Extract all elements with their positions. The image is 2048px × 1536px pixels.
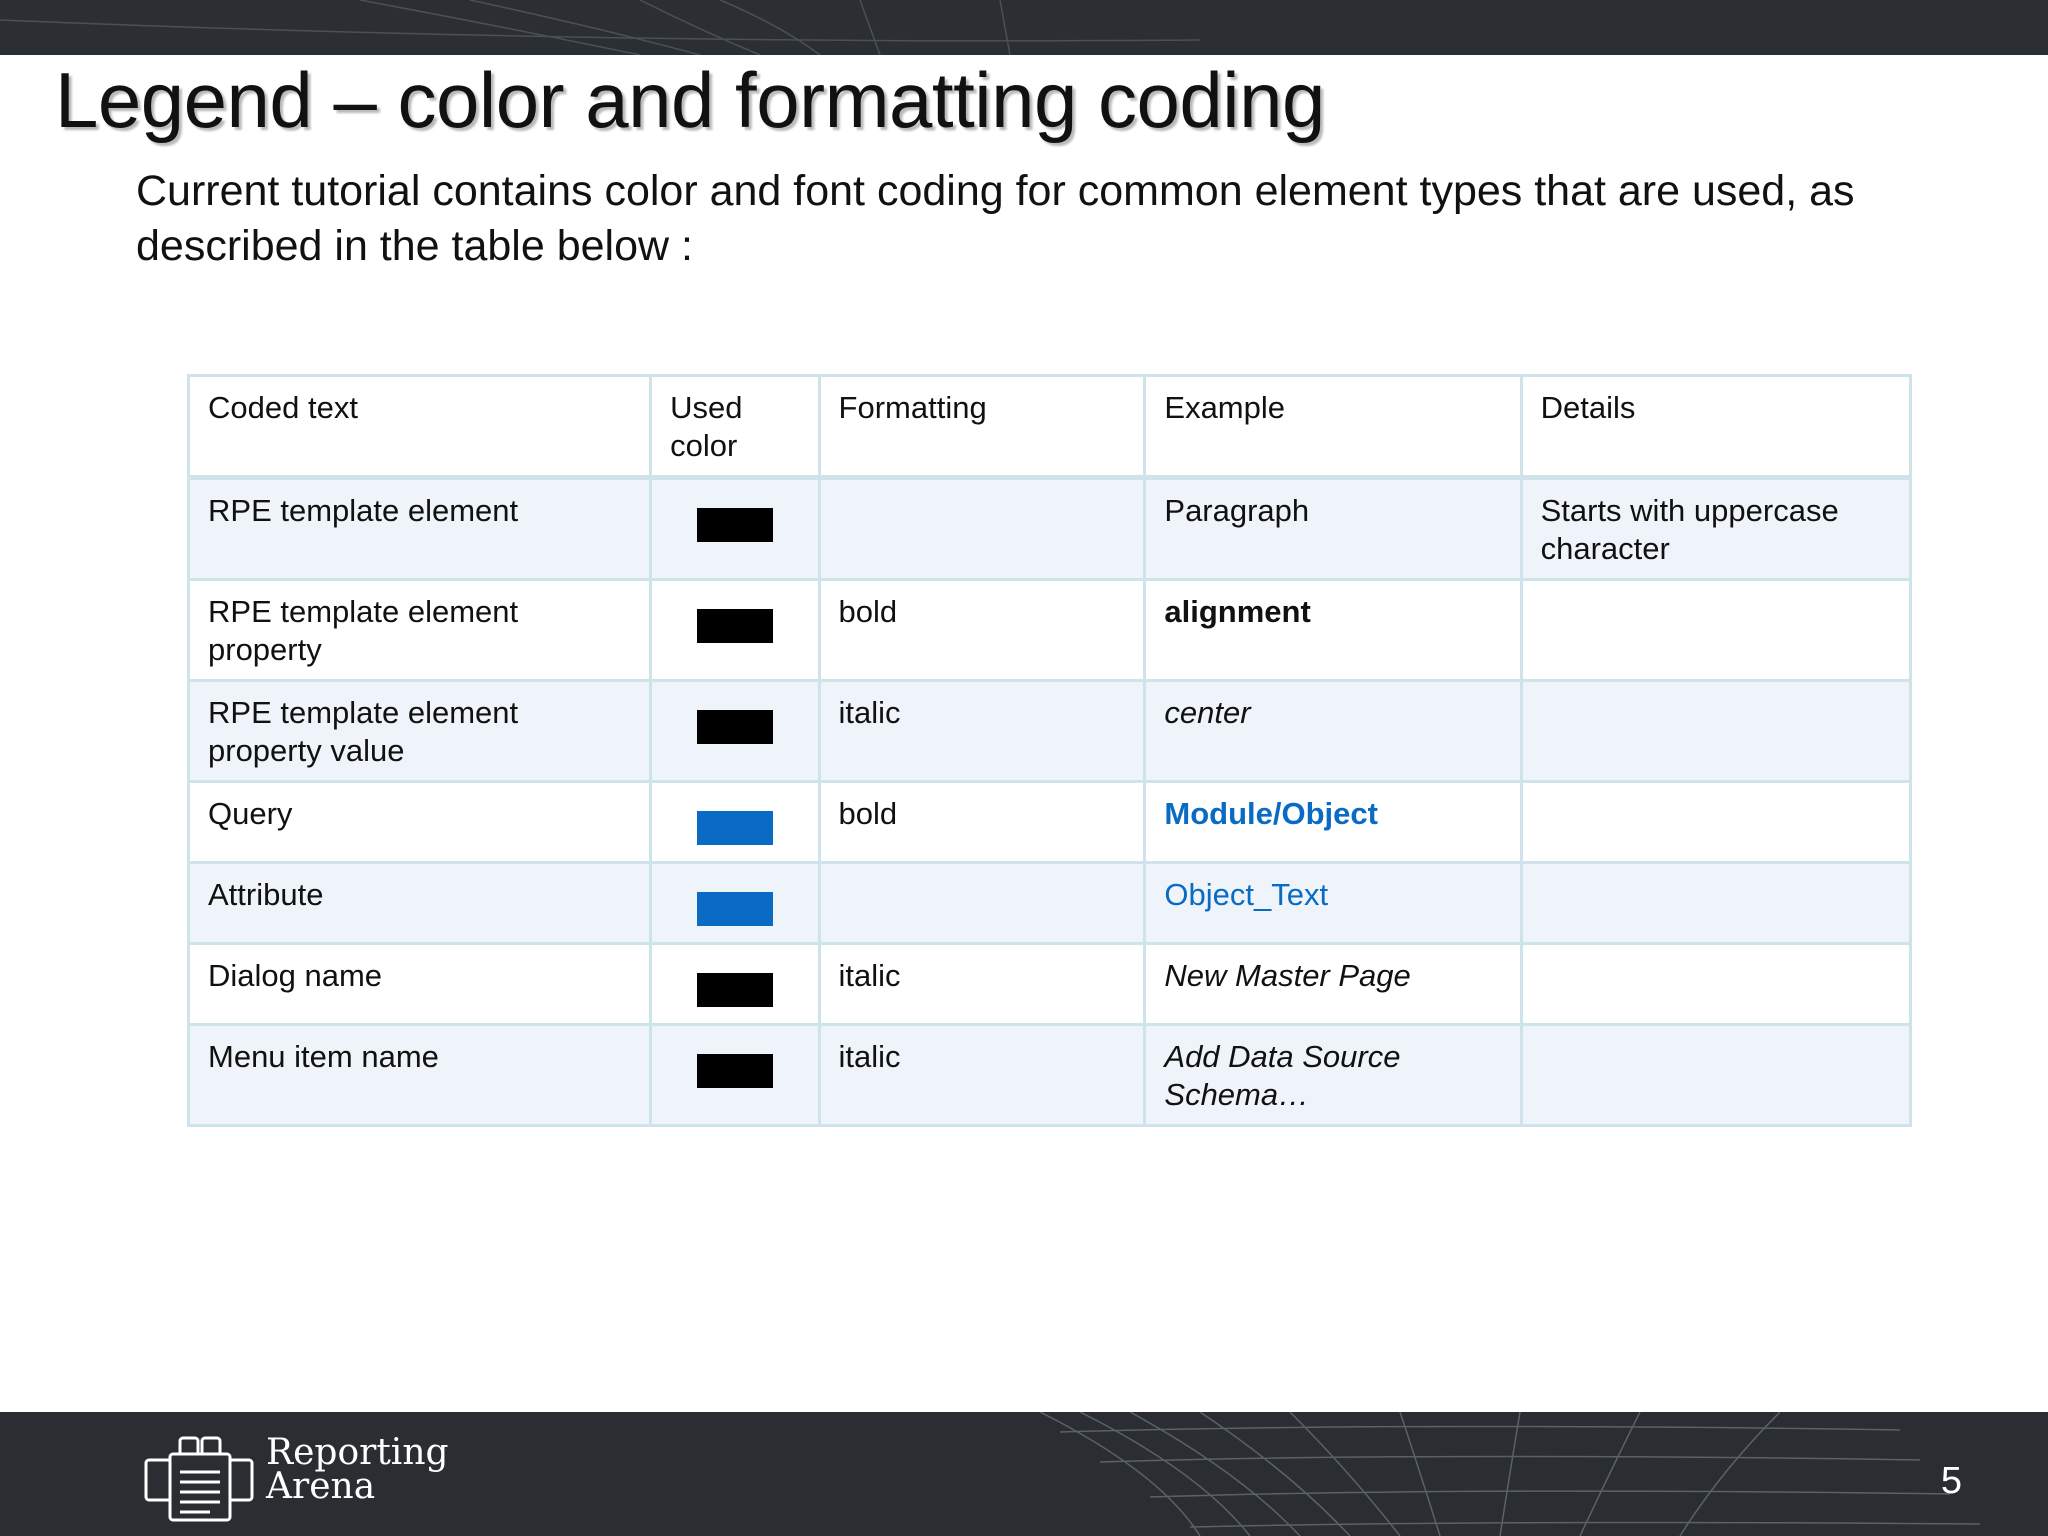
table-header-row: [189, 376, 1911, 478]
color-cell: [651, 580, 819, 681]
color-swatch: [697, 973, 773, 1007]
table-row: [189, 782, 1911, 863]
formatting-cell: italic: [819, 681, 1145, 782]
example-cell: Add Data Source Schema…: [1145, 1025, 1521, 1126]
color-swatch: [697, 1054, 773, 1088]
color-swatch: [697, 710, 773, 744]
coded-text-cell: Dialog name: [189, 944, 651, 1025]
color-cell: [651, 944, 819, 1025]
details-cell: [1521, 944, 1910, 1025]
legend-table: [187, 374, 1912, 1127]
document-stack-icon: [140, 1434, 260, 1524]
color-swatch: [697, 508, 773, 542]
color-swatch: [697, 609, 773, 643]
details-cell: [1521, 863, 1910, 944]
table-row: [189, 478, 1911, 580]
coded-text-cell: Attribute: [189, 863, 651, 944]
table-row: [189, 944, 1911, 1025]
logo-line-2: Arena: [266, 1466, 376, 1507]
header-formatting: Formatting: [819, 376, 1145, 478]
color-swatch: [697, 892, 773, 926]
table-row: [189, 681, 1911, 782]
header-used-color: Used color: [651, 376, 819, 478]
details-cell: [1521, 681, 1910, 782]
header-details: Details: [1521, 376, 1910, 478]
formatting-cell: [819, 478, 1145, 580]
table-row: [189, 863, 1911, 944]
logo-text: [266, 1432, 449, 1507]
header-example: Example: [1145, 376, 1521, 478]
footer-band: [0, 1412, 2048, 1536]
color-cell: [651, 681, 819, 782]
coded-text-cell: Query: [189, 782, 651, 863]
color-swatch: [697, 811, 773, 845]
page-number: 5: [1940, 1460, 1962, 1502]
color-cell: [651, 1025, 819, 1126]
example-cell: Paragraph: [1145, 478, 1521, 580]
header-band: [0, 0, 2048, 55]
details-cell: [1521, 1025, 1910, 1126]
formatting-cell: italic: [819, 1025, 1145, 1126]
coded-text-cell: RPE template element property value: [189, 681, 651, 782]
example-cell: alignment: [1145, 580, 1521, 681]
color-cell: [651, 863, 819, 944]
details-cell: Starts with uppercase character: [1521, 478, 1910, 580]
header-decoration: [0, 0, 2048, 55]
table-row: [189, 1025, 1911, 1126]
example-cell: center: [1145, 681, 1521, 782]
example-cell: Module/Object: [1145, 782, 1521, 863]
example-cell: New Master Page: [1145, 944, 1521, 1025]
formatting-cell: italic: [819, 944, 1145, 1025]
details-cell: [1521, 580, 1910, 681]
table-row: [189, 580, 1911, 681]
slide-title: Legend – color and formatting coding: [55, 56, 1325, 144]
formatting-cell: bold: [819, 580, 1145, 681]
coded-text-cell: RPE template element property: [189, 580, 651, 681]
coded-text-cell: Menu item name: [189, 1025, 651, 1126]
color-cell: [651, 782, 819, 863]
color-cell: [651, 478, 819, 580]
example-cell: Object_Text: [1145, 863, 1521, 944]
logo-line-1: Reporting: [266, 1432, 449, 1473]
coded-text-cell: RPE template element: [189, 478, 651, 580]
formatting-cell: bold: [819, 782, 1145, 863]
header-coded-text: Coded text: [189, 376, 651, 478]
formatting-cell: [819, 863, 1145, 944]
slide-subtitle: Current tutorial contains color and font coding for common element types that are used, as described in the table below :: [136, 167, 1855, 270]
details-cell: [1521, 782, 1910, 863]
